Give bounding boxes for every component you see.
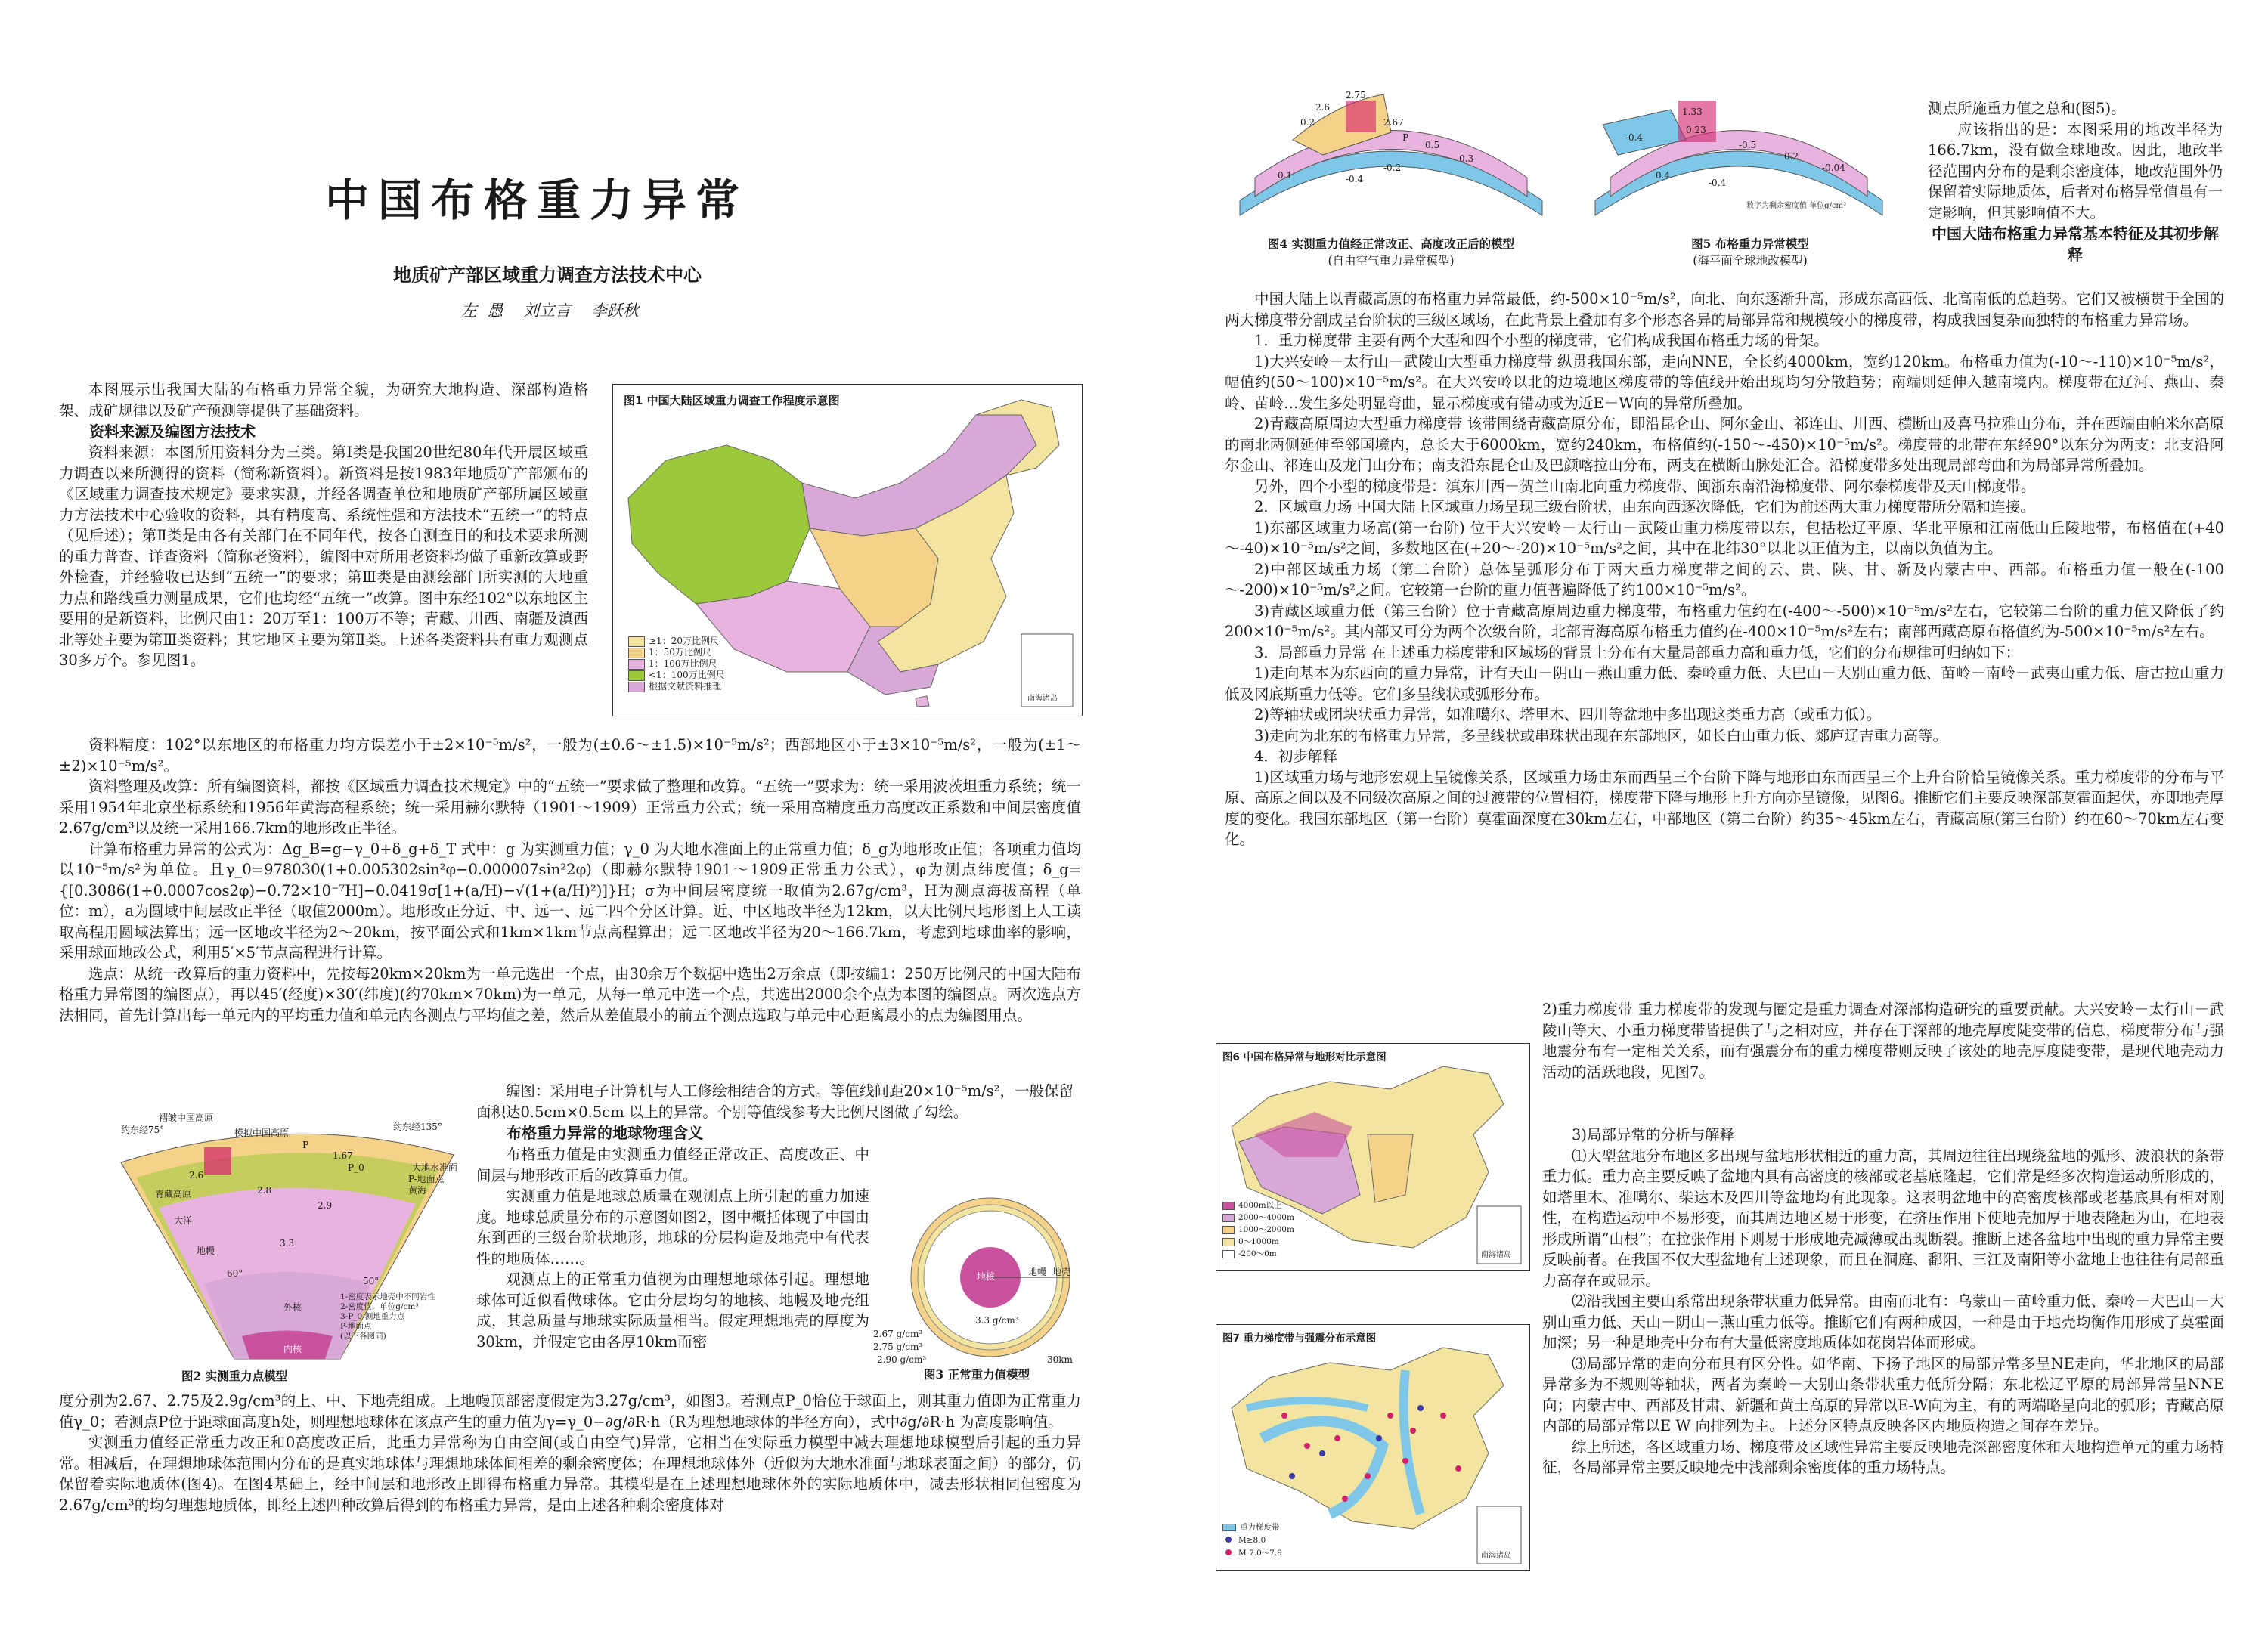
figure-5-label: 数字为剩余密度值 单位g/cm³ [1746, 202, 1847, 210]
figure-7-map [1216, 1324, 1530, 1571]
organization: 地质矿产部区域重力调查方法技术中心 [393, 265, 702, 286]
figure-5-model [1588, 87, 1890, 231]
legend-item: 0～1000m [1238, 1237, 1279, 1246]
legend-item: M 7.0～7.9 [1238, 1549, 1282, 1558]
interpretation-2-paragraph: 2)重力梯度带 重力梯度带的发现与圈定是重力调查对深部构造研究的重要贡献。大兴安岭－太行山－武陵山等大、小重力梯度带皆提供了与之相对应，并存在于深部的地壳厚度陡变带的信息，梯度带分布与强地震分布有一定相关关系，而有强震分布的重力梯度带则反映了该处的地壳厚度陡变带，是现代地壳动力活动的活跃地段，见图7。 [1542, 1001, 2224, 1081]
figure-4-label: 0.3 [1459, 153, 1474, 164]
figure-2-label: P [302, 1140, 309, 1150]
figure-2-label: 2.9 [318, 1200, 333, 1211]
regional-1-paragraph: 1)东部区域重力场高(第一台阶) 位于大兴安岭－太行山－武陵山重力梯度带以东，包括松辽平原、华北平原和江南低山丘陵地带，布格值在(+40～-40)×10⁻⁵m/s²之间，多数地区在(+20～-20)×10⁻⁵m/s²之间，其中在北纬30°以北以正值为主，以南以负值为主。 [1225, 518, 2224, 557]
right-bottom-column [1542, 1125, 2224, 1478]
figure-4-label: 0.1 [1278, 170, 1293, 181]
gradient-heading-paragraph: 1．重力梯度带 主要有两个大型和四个小型的梯度带，它们构成我国布格重力场的骨架。 [1254, 332, 1829, 349]
gradient-2-paragraph: 2)青藏高原周边大型重力梯度带 该带围绕青藏高原分布，即沿昆仑山、阿尔金山、祁连山、川西、横断山及喜马拉雅山分布，并在西端由帕米尔高原的南北两侧延伸至邻国境内，总长大于6000km，宽约240km，布格值约(-150～-450)×10⁻⁵m/s²。梯度带的北带在东经90°以东分为两支：北支沿阿尔金山、祁连山及龙门山分布；南支沿东昆仑山及巴颜喀拉山分布，两支在横断山脉处汇合。沿梯度带多处出现局部弯曲和为局部异常所叠加。 [1225, 415, 2224, 474]
meaning-paragraph-3: 观测点上的正常重力值视为由理想地球体引起。理想地球体可近似看做球体。它由分层均匀的地核、地幔及地壳组成，其总质量与地球实际质量相当。假定理想地壳的厚度为30km，并假定它由各厚10km而密 [476, 1270, 869, 1351]
continuation-paragraph: 测点所施重力值之总和(图5)。 [1928, 100, 2126, 117]
figure-5-caption [1625, 236, 1875, 269]
figure-2-caption: 图2 实测重力点模型 [181, 1369, 288, 1383]
gradient-1-paragraph: 1)大兴安岭－太行山－武陵山大型重力梯度带 纵贯我国东部，走向NNE，全长约4000km，宽约120km。布格重力值为(-10～-110)×10⁻⁵m/s²，幅值约(50～100)×10⁻⁵m/s²。在大兴安岭以北的边境地区梯度带的等值线开始出现均匀分散趋势；南端则延伸入越南境内。梯度带在辽河、燕山、秦岭、苗岭…发生多处明显弯曲，显示梯度或有错动或为近E－W向的异常所叠加。 [1225, 352, 2224, 412]
figure-4-label: 2.67 [1383, 117, 1404, 128]
legend-item: 3-P_0-测地重力点 [340, 1312, 405, 1321]
figure-2-label: 外核 [284, 1302, 302, 1313]
meaning-paragraph-3b: 度分别为2.67、2.75及2.9g/cm³的上、中、下地壳组成。上地幔顶部密度假定为3.27g/cm³，如图3。若测点P_0恰位于球面上，则其重力值即为正常重力值γ_0；若测点P位于距球面高度h处，则理想地球体在该点产生的重力值为γ=γ_0−∂g/∂R·h（R为理想地球体的半径方向），式中∂g/∂R·h 为高度影响值。 [59, 1392, 1081, 1431]
figure-3-label: 地壳 [1052, 1267, 1071, 1277]
left-middle-narrow [476, 1144, 869, 1352]
figure-2-label: 3.3 [280, 1238, 295, 1249]
left-column-full [59, 735, 1081, 1026]
right-top-column [1928, 98, 2223, 265]
legend-item: ≥1：20万比例尺 [649, 636, 719, 646]
figure-2-label: 2.8 [257, 1185, 272, 1196]
figure-3-label: 地核 [977, 1271, 996, 1282]
legend-item: 重力梯度带 [1240, 1523, 1280, 1532]
selection-paragraph: 选点：从统一改算后的重力资料中，先按每20km×20km为一单元选出一个点，由30余万个数据中选出2万余点（即按编1：250万比例尺的中国大陆布格重力异常图的编图点），再以45′(经度)×30′(纬度)(约70km×70km)为一单元，从每一单元中选一个点，共选出2000余个点为本图的编图点。两次选点方法相同，首先计算出每一单元内的平均重力值和单元内各测点与平均值之差，然后从差值最小的前五个测点选取与单元中心距离最小的点为编图用点。 [59, 964, 1081, 1024]
figure-4-model [1232, 87, 1550, 231]
figure-4-caption-title: 图4 实测重力值经正常改正、高度改正后的模型 [1267, 237, 1515, 251]
source-paragraph: 资料来源：本图所用资料分为三类。第Ⅰ类是我国20世纪80年代开展区域重力调查以来所测得的资料（简称新资料）。新资料是按1983年地质矿产部颁布的《区域重力调查技术规定》要求实测，并经各调查单位和地质矿产部所属区域重力方法技术中心验收的资料，具有精度高、系统性强和方法技术“五统一”的特点（见后述）；第Ⅱ类是由各有关部门在不同年代，按各自测查目的和技术要求所测的重力普查、详查资料（简称老资料），编图中对所用老资料均做了重新改算或野外检查，并经验收已达到“五统一”的要求；第Ⅲ类是由测绘部门所实测的大地重力点和路线重力测量成果，它们也均经“五统一”改算。图中东经102°以东地区主要用的是新资料，比例尺由1：20万至1：100万不等；青藏、川西、南疆及滇西北等处主要为第Ⅲ类资料；其它地区主要为第Ⅱ类。上述各类资料共有重力观测点30多万个。参见图1。 [59, 444, 588, 669]
figure-5-label: 0.23 [1686, 125, 1706, 135]
figure-2-label: 黄海 [408, 1185, 427, 1196]
figure-2-model [113, 1113, 461, 1366]
authors: 左 愚 刘立言 李跃秋 [461, 302, 639, 320]
figure-4-label: -0.2 [1383, 162, 1402, 173]
interpretation-3-3: ⑶局部异常的走向分布具有区分性。如华南、下扬子地区的局部异常多呈NE走向，华北地区的局部异常多为不规则等轴状，两者为秦岭－大别山条带状重力低所分隔；东北松辽平原的局部异常呈NNE向；内蒙古中、西部及甘肃、新疆和黄土高原的异常以E-W向为主，有的两端略呈向北的弧形；青藏高原内部的局部异常以E W 向排列为主。上述分区特点反映各区内地质构造之间存在差异。 [1542, 1354, 2224, 1434]
compile-paragraph: 编图：采用电子计算机与人工修绘相结合的方式。等值线间距20×10⁻⁵m/s²，一般保留面积达0.5cm×0.5cm 以上的异常。个别等值线参考大比例尺图做了勾绘。 [476, 1082, 1074, 1121]
figure-3-label: 30km [1047, 1354, 1073, 1365]
left-middle-block [476, 1081, 1074, 1144]
figure-4-label: 2.75 [1346, 90, 1366, 101]
intro-paragraph: 本图展示出我国大陆的布格重力异常全貌，为研究大地构造、深部构造格架、成矿规律以及矿产预测等提供了基础资料。 [59, 381, 588, 419]
figure-4-label: P [1402, 132, 1409, 143]
interpretation-heading: 4．初步解释 [1254, 747, 1337, 765]
summary-paragraph: 综上所述，各区域重力场、梯度带及区域性异常主要反映地壳深部密度体和大地构造单元的重力场特征，各局部异常主要反映地壳中浅部剩余密度体的重力场特点。 [1542, 1438, 2224, 1476]
interpretation-3-heading: 3)局部异常的分析与解释 [1572, 1126, 1735, 1144]
right-gradient-paragraph-wrap [1225, 999, 2224, 1082]
heading-source-method: 资料来源及编图方法技术 [89, 422, 256, 441]
legend-item: -200～0m [1238, 1249, 1277, 1258]
figure-2-legend [340, 1292, 461, 1342]
figure-5-label: 1.33 [1682, 107, 1703, 117]
local-2-paragraph: 2)等轴状或团块状重力异常，如准噶尔、塔里木、四川等盆地中多出现这类重力高（或重力低）。 [1254, 706, 1882, 723]
figure-2-label: 2.6 [189, 1170, 204, 1181]
legend-item: 1：50万比例尺 [649, 647, 711, 658]
interpretation-3-2: ⑵沿我国主要山系常出现条带状重力低异常。由南而北有：乌蒙山－苗岭重力低、秦岭－大巴山－大别山重力低、天山－阴山－燕山重力低等。推断它们有两种成因，一种是由于地壳均衡作用形成了莫霍面加深；另一种是地壳中分布有大量低密度地质体如花岗岩体而形成。 [1542, 1292, 2224, 1351]
legend-item: 2000～4000m [1238, 1213, 1294, 1222]
meaning-paragraph-2: 实测重力值是地球总质量在观测点上所引起的重力加速度。地球总质量分布的示意图如图2，图中概括体现了中国由东到西的三级台阶状地形，地球的分层构造及地壳中有代表性的地质体……。 [476, 1187, 869, 1267]
note-paragraph: 应该指出的是：本图采用的地改半径为166.7km，没有做全球地改。因此，地改半径范围内分布的是剩余密度体，地改范围外仍保留着实际地质体，后者对布格异常值虽有一定影响，但其影响值不大。 [1928, 120, 2223, 221]
figure-1-survey-map [612, 384, 1083, 716]
figure-2-label: 约东经75° [121, 1125, 165, 1135]
legend-item: 2-密度值，单位g/cm³ [340, 1302, 419, 1311]
figure-5-label: -0.4 [1709, 178, 1727, 188]
feature-paragraph: 中国大陆上以青藏高原的布格重力异常最低，约-500×10⁻⁵m/s²，向北、向东逐渐升高，形成东高西低、北高南低的总趋势。它们又被横贯于全国的两大梯度带分割成呈台阶状的三级区域场，在此背景上叠加有多个形态各异的局部异常和规模较小的梯度带，构成我国复杂而独特的布格重力异常场。 [1225, 290, 2224, 329]
legend-item: 4000m以上 [1238, 1201, 1282, 1210]
regional-3-paragraph: 3)青藏区域重力低（第三台阶）位于青藏高原周边重力梯度带，布格重力值约在(-400～-500)×10⁻⁵m/s²左右，它较第二台阶的重力值又降低了约200×10⁻⁵m/s²。其内部又可分为两个次级台阶，北部青海高原布格重力值约在-400×10⁻⁵m/s²左右；南部西藏高原布格值约为-500×10⁻⁵m/s²左右。 [1225, 602, 2224, 640]
figure-4-caption-sub: (自由空气重力异常模型) [1328, 254, 1455, 268]
regional-2-paragraph: 2)中部区域重力场（第二台阶）总体呈弧形分布于两大重力梯度带之间的云、贵、陕、甘、新及内蒙古中、西部。布格重力值一般在(-100～-200)×10⁻⁵m/s²之间。它较第一台阶的重力值普遍降低了约100×10⁻⁵m/s²。 [1225, 560, 2224, 599]
figure-2-label: P_0 [348, 1162, 364, 1173]
figure-4-label: 2.6 [1315, 102, 1331, 113]
figure-2-label: 60° [227, 1268, 243, 1279]
south-sea-label: 南海诸岛 [1481, 1251, 1511, 1259]
local-1-paragraph: 1)走向基本为东西向的重力异常，计有天山－阴山－燕山重力低、秦岭重力低、大巴山－大别山重力低、苗岭－南岭－武夷山重力低、唐古拉山重力低及冈底斯重力低等。它们多呈线状或弧形分布。 [1225, 664, 2224, 703]
figure-7-legend [1222, 1521, 1282, 1560]
figure-6-title: 图6 中国布格异常与地形对比示意图 [1222, 1051, 1387, 1063]
figure-5-label: -0.4 [1625, 132, 1644, 143]
accuracy-paragraph: 资料精度：102°以东地区的布格重力均方误差小于±2×10⁻⁵m/s²，一般为(±0.6～±1.5)×10⁻⁵m/s²；西部地区小于±3×10⁻⁵m/s²，一般为(±1～±2)×10⁻⁵m/s²。 [59, 736, 1081, 775]
interpretation-3-1: ⑴大型盆地分布地区多出现与盆地形状相近的重力高，其周边往往出现绕盆地的弧形、波浪状的条带重力低。重力高主要反映了盆地内具有高密度的核部或老基底隆起，它们常是经多次构造运动所形成的，如塔里木、准噶尔、柴达木及四川等盆地均有此现象。这表明盆地中的高密度核部或老基底具有相对刚性，在构造运动中不易形变，而其周边地区易于形变，在挤压作用下使地壳加厚于地表隆起为山，在地表形成所谓“山根”；在拉张作用下则易于形成地壳减薄或出现断裂。推断上述各盆地中出现的重力异常主要反映前者。在我国不仅大型盆地有上述现象，而且在洞庭、鄱阳、三江及南阳等小盆地上也往往有局部重力高存在或显示。 [1542, 1147, 2224, 1289]
figure-2-label: 青藏高原 [155, 1189, 192, 1199]
regional-heading-paragraph: 2．区域重力场 中国大陆上区域重力场呈现三级台阶状，由东向西逐次降低，它们为前述两大重力梯度带所分隔和连接。 [1254, 498, 2035, 515]
map-xinjiang [628, 445, 810, 604]
legend-item: 根据文献资料推理 [649, 681, 722, 692]
figure-3-label: 3.3 g/cm³ [975, 1315, 1019, 1326]
figure-6-legend [1222, 1199, 1294, 1260]
figure-2-label: 褶皱中国高原 [159, 1113, 214, 1123]
figure-2-label: 内核 [284, 1344, 302, 1354]
figure-3-label: 2.75 g/cm³ [873, 1342, 923, 1352]
figure-2-label: 约东经135° [393, 1122, 442, 1132]
gradient-small-paragraph: 另外，四个小型的梯度带是：滇东川西－贺兰山南北向重力梯度带、闽浙东南沿海梯度带、阿尔泰梯度带及天山梯度带。 [1254, 477, 2036, 495]
map-hainan [916, 696, 929, 707]
right-main-block [1225, 289, 2224, 850]
figure-2-label: 大地水准面 [412, 1162, 458, 1173]
south-sea-label: 南海诸岛 [1027, 695, 1058, 703]
page-title: 中国布格重力异常 [325, 175, 749, 226]
figure-5-label: -0.5 [1739, 140, 1757, 150]
figure-2-label: 大洋 [174, 1215, 193, 1226]
figure-1-legend [628, 636, 725, 692]
interpretation-1-paragraph: 1)区域重力场与地形宏观上呈镜像关系，区域重力场由东而西呈三个台阶下降与地形由东而西呈三个上升台阶恰呈镜像关系。重力梯度带的分布与平原、高原之间以及不同级次高原之间的过渡带的位置相符，梯度带下降与地形上升方向亦呈镜像，见图6。推断它们主要反映深部莫霍面起伏，亦即地壳厚度的变化。我国东部地区（第一台阶）莫霍面深度在30km左右，中部地区（第二台阶）约35～45km左右，青藏高原(第三台阶）约在60～70km左右变化。 [1225, 768, 2224, 848]
heading-features: 中国大陆布格重力异常基本特征及其初步解释 [1932, 224, 2219, 264]
formula-paragraph: 计算布格重力异常的公式为：Δg_B=g−γ_0+δ_g+δ_T 式中：g 为实测重力值；γ_0 为大地水准面上的正常重力值；δ_g为地形改正值；各项重力值均以10⁻⁵m/s²为单位。且γ_0=978030(1+0.005302sin²φ−0.000007sin²2φ)（即赫尔默特1901～1909正常重力公式），φ为测点纬度值；δ_g={[0.3086(1+0.0007cos2φ)−0.72×10⁻⁷H]−0.0419σ[1+(a/H)−√(1+(a/H)²)]}H；σ为中间层密度统一取值为2.67g/cm³，H为测点海拔高程（单位：m），a为圆域中间层改正半径（取值2000m）。地形改正分近、中、远一、远二四个分区计算。近、中区地改半径为12km，以大比例尺地形图上人工读取高程用圆域法算出；远一区地改半径为2～20km，按平面公式和1km×1km节点高程算出；远二区地改半径为20～166.7km，考虑到地球曲率的影响，采用球面地改公式，利用5′×5′节点高程进行计算。 [59, 840, 1081, 961]
figure-3-label: 2.67 g/cm³ [873, 1329, 923, 1339]
figure-3-model [873, 1194, 1081, 1376]
heading-meaning: 布格重力异常的地球物理含义 [507, 1124, 703, 1142]
legend-item: (以下各图同) [340, 1332, 386, 1341]
figure-1-title: 图1 中国大陆区域重力调查工作程度示意图 [624, 394, 840, 407]
figure-2-label: P-地面点 [408, 1174, 445, 1184]
figure-5-label: -0.04 [1822, 162, 1845, 173]
figure-4-label: 0.2 [1300, 117, 1315, 128]
figure-7-title: 图7 重力梯度带与强震分布示意图 [1222, 1332, 1377, 1345]
figure-3-label: 2.90 g/cm³ [877, 1354, 927, 1365]
south-sea-label: 南海诸岛 [1481, 1552, 1511, 1560]
legend-item: 1：100万比例尺 [649, 658, 717, 669]
legend-item: P-地面点 [340, 1322, 372, 1331]
legend-item: 1000～2000m [1238, 1225, 1294, 1234]
figure-2-label: 模拟中国高原 [234, 1128, 290, 1138]
figure-4-drawing [1232, 87, 1550, 231]
figure-5-label: 0.2 [1784, 151, 1799, 162]
figure-4-label: 0.5 [1425, 140, 1440, 150]
local-3-paragraph: 3)走向为北东的布格重力异常，多呈线状或串珠状出现在东部地区，如长白山重力低、郯庐辽吉重力高等。 [1254, 726, 1948, 744]
local-heading-paragraph: 3．局部重力异常 在上述重力梯度带和区域场的背景上分布有大量局部重力高和重力低，它们的分布规律可归纳如下： [1254, 643, 2021, 661]
figure-2-label: 50° [363, 1276, 380, 1286]
figure-5-caption-title: 图5 布格重力异常模型 [1691, 237, 1809, 251]
figure-3-label: 地幔 [1028, 1267, 1047, 1277]
legend-item: 1-密度表示地壳中不同岩性 [340, 1292, 435, 1301]
figure-5-caption-sub: (海平面全球地改模型) [1693, 254, 1808, 268]
figure-5-label: 0.4 [1656, 170, 1671, 181]
figure-2-label: 1.67 [333, 1150, 353, 1161]
figure-3-caption: 图3 正常重力值模型 [924, 1367, 1030, 1382]
processing-paragraph: 资料整理及改算：所有编图资料，都按《区域重力调查技术规定》中的“五统一”要求做了整理和改算。“五统一”要求为：统一采用波茨坦重力系统；统一采用1954年北京坐标系统和1956年黄海高程系统；统一采用赫尔默特（1901～1909）正常重力公式；统一采用高精度重力高度改正系数和中间层密度值2.67g/cm³以及统一采用166.7km的地形改正半径。 [59, 778, 1081, 837]
meaning-paragraph-1: 布格重力值是由实测重力值经正常改正、高度改正、中间层与地形改正后的改算重力值。 [476, 1146, 869, 1184]
figure-4-caption [1225, 236, 1557, 269]
left-column-top [59, 379, 588, 671]
left-bottom-block [59, 1391, 1081, 1515]
figure-4-label: -0.4 [1346, 174, 1364, 184]
meaning-paragraph-4: 实测重力值经正常重力改正和0高度改正后，此重力异常称为自由空间(或自由空气)异常，它相当在实际重力模型中减去理想地球模型后引起的重力异常。相减后，在理想地球体范围内分布的是真实地球体与理想地球体间相差的剩余密度体；在理想地球体外（近似为大地水准面与地球表面之间）的部分，仍保留着实际地质体(图4)。在图4基础上，经中间层和地形改正即得布格重力异常。其模型是在上述理想地球体外的实际地质体中，减去形状相同但密度为2.67g/cm³的均匀理想地质体，即经上述四种改算后得到的布格重力异常，是由上述各种剩余密度体对 [59, 1434, 1081, 1514]
legend-item: M≥8.0 [1238, 1536, 1266, 1545]
legend-item: <1：100万比例尺 [649, 670, 725, 680]
figure-2-label: 地幔 [197, 1246, 215, 1256]
